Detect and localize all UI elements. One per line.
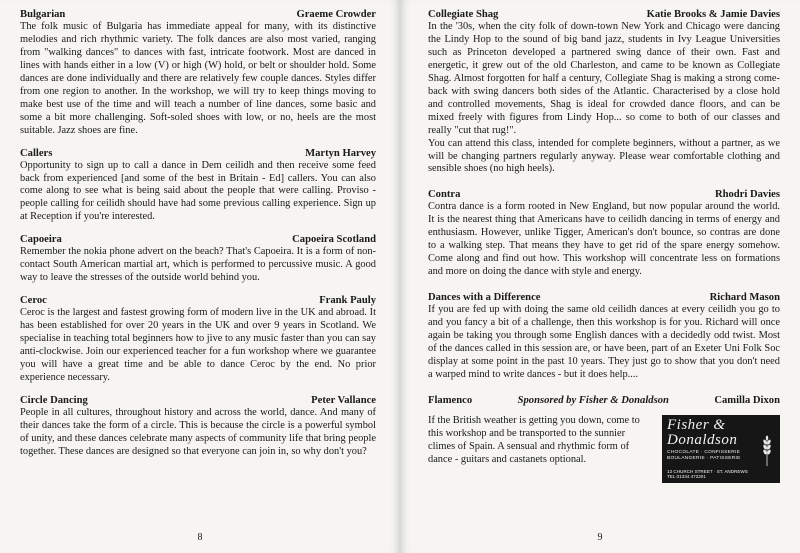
- section-body: Contra dance is a form rooted in New England, but now popular around the world. It is the nearest thing that Americans have to ceilidh dancing in terms of energy and enthusiasm. However, unlike Tigger, American's don't bounce, so contras are done to a walking step. That means they have to get rid of the spare energy somehow. Come along and find out how. This workshop will concentrate less on formations and more on doing the dance with style and energy.: [428, 201, 780, 278]
- section-body: If the British weather is getting you down, come to this workshop and be transported to the sunnier climes of Spain. A sensual and rhythmic form of dance - guitars and castanets optional.: [428, 414, 640, 465]
- page-number: 8: [197, 532, 203, 543]
- section-author: Katie Brooks & Jamie Davies: [646, 9, 780, 20]
- section-header: [428, 8, 780, 21]
- right-page: [400, 0, 800, 553]
- section-author: Capoeira Scotland: [292, 234, 376, 246]
- section-sponsor: Sponsored by Fisher & Donaldson: [517, 394, 669, 406]
- section-header: [428, 188, 780, 201]
- section-body: People in all cultures, throughout history and across the world, dance. And many of their dances take the form of a circle. This is because the circle is a powerful symbol of unity, and these dances celebrate many aspects of community life that bring people together. These dances are designed so that everyone can join in, so why don't you?: [20, 406, 376, 457]
- ad-logo: [667, 418, 775, 448]
- section-title: Circle Dancing: [20, 394, 88, 406]
- section-title: Ceroc: [20, 295, 47, 307]
- section-author: Richard Mason: [709, 292, 780, 304]
- ad-address-block: [667, 469, 775, 480]
- section-body: The folk music of Bulgaria has immediate appeal for many, with its distinctive melodies and rich rhythmic variety. The folk dances are also most varied, ranging from "walking dances" to dances with fast, intricate footwork. Most are danced in lines with hands either in a low (V) or high (W) hold, or belt or shoulder hold. Some dances are done individually and there are relatively few couple dances. Styles differ from one region to another. In the workshop, we will try to keep things moving to make best use of the time and will teach a number of line dances, some basic and some a bit more challenging. Soft-soled shoes with low, or no, heels are the most suitable. Jazz shoes are fine.: [20, 21, 376, 136]
- section-dances-with-a-difference: [428, 291, 780, 382]
- section-circle-dancing: [20, 394, 376, 459]
- section-contra: [428, 188, 780, 279]
- section-callers: [20, 147, 376, 225]
- section-header: [20, 294, 376, 307]
- section-body: If you are fed up with doing the same old ceilidh dances at every ceilidh you go to and you fancy a bit of a challenge, then this workshop is for you. Richard will once again be taking you through some English dances with a decidedly odd twist. Most of the dances called in this session are, or have been, part of an Exeter Uni Folk Soc display at some point in the past 10 years. They just go to show that you don't need a warped mind to write dances - but it does help....: [428, 304, 780, 380]
- wheat-icon: [760, 435, 774, 467]
- ad-logo-line1: Fisher &: [667, 416, 726, 433]
- ad-tagline: [667, 450, 775, 462]
- section-header: [20, 394, 376, 407]
- section-title: Collegiate Shag: [428, 9, 499, 20]
- section-title: Contra: [428, 189, 461, 201]
- section-header: [20, 233, 376, 246]
- section-bulgarian: [20, 8, 376, 138]
- ad-phone: TEL 01334 472201: [667, 474, 706, 480]
- section-capoeira: [20, 233, 376, 285]
- page-number: 9: [597, 532, 603, 543]
- section-title: Callers: [20, 147, 53, 159]
- ad-logo-line2: Donaldson: [667, 431, 738, 448]
- section-body-continued: You can attend this class, intended for complete beginners, without a partner, as we will be changing partners regularly anyway. Please wear comfortable clothing and sensible shoes (no high heels).: [428, 137, 780, 175]
- section-collegiate-shag: [428, 8, 780, 176]
- section-title: Flamenco: [428, 394, 473, 406]
- section-author: Frank Pauly: [319, 295, 376, 307]
- ad-tagline2: BOULANGERIE · PATISSERIE: [667, 455, 741, 461]
- section-title: Dances with a Difference: [428, 292, 541, 304]
- section-body: In the '30s, when the city folk of down-town New York and Chicago were dancing the Lindy Hop to the sound of big band jazz, students in Ivy League Universities such as Princeton developed a partnered swing dance of their own. Fast and energetic, it grew out of the old Charleston, and came to be known as Collegiate Shag. Almost forgotten for half a century, Collegiate Shag is making a strong come-back with swing dancers both sides of the Atlantic. Characterised by a close hold and controlled movements, Shag is ideal for crowded dance floors, and can be mixed freely with figures from Lindy Hop... so come to both of our classes and really "cut that rug!".: [428, 21, 780, 136]
- flamenco-content: [428, 415, 780, 483]
- section-title: Capoeira: [20, 234, 62, 246]
- section-body: Opportunity to sign up to call a dance in Dem ceilidh and then receive some feed back from experienced [and some of the best in Britain - Ed] callers. You can also come along to see what is being said about the people that were calling. Proviso - people calling for ceilidh should have had some previous calling experience. Sign up at Reception if you're interested.: [20, 159, 376, 223]
- section-author: Camilla Dixon: [714, 394, 780, 406]
- section-author: Graeme Crowder: [296, 9, 376, 20]
- section-body: Remember the nokia phone advert on the beach? That's Capoeira. It is a form of non-contact South American martial art, which is performed to percussive music. A good way to leave the stresses of the outside world behind you.: [20, 246, 376, 284]
- section-header: [428, 394, 780, 407]
- section-header: [20, 8, 376, 21]
- section-flamenco: [428, 394, 780, 483]
- ad-address: 13 CHURCH STREET · ST. ANDREWS: [667, 468, 748, 474]
- section-ceroc: [20, 294, 376, 385]
- ad-tagline1: CHOCOLATE · CONFISSERIE: [667, 449, 741, 455]
- section-header: [20, 147, 376, 160]
- section-author: Rhodri Davies: [714, 189, 780, 201]
- section-header: [428, 291, 780, 304]
- section-title: Bulgarian: [20, 9, 66, 20]
- sponsor-advert: [662, 415, 780, 483]
- section-body: Ceroc is the largest and fastest growing form of modern live in the UK and abroad. It has been established for over 20 years in the UK and over 9 years in Scotland. We specialise in teaching total beginners how to jive to any music faster than you can say anti-clockwise. Join our experienced teacher for a fun workshop where we guarantee you will have a great time and be able to dance Ceroc by the end. No prior experience necessary.: [20, 307, 376, 383]
- section-author: Peter Vallance: [311, 394, 376, 406]
- section-author: Martyn Harvey: [305, 147, 376, 159]
